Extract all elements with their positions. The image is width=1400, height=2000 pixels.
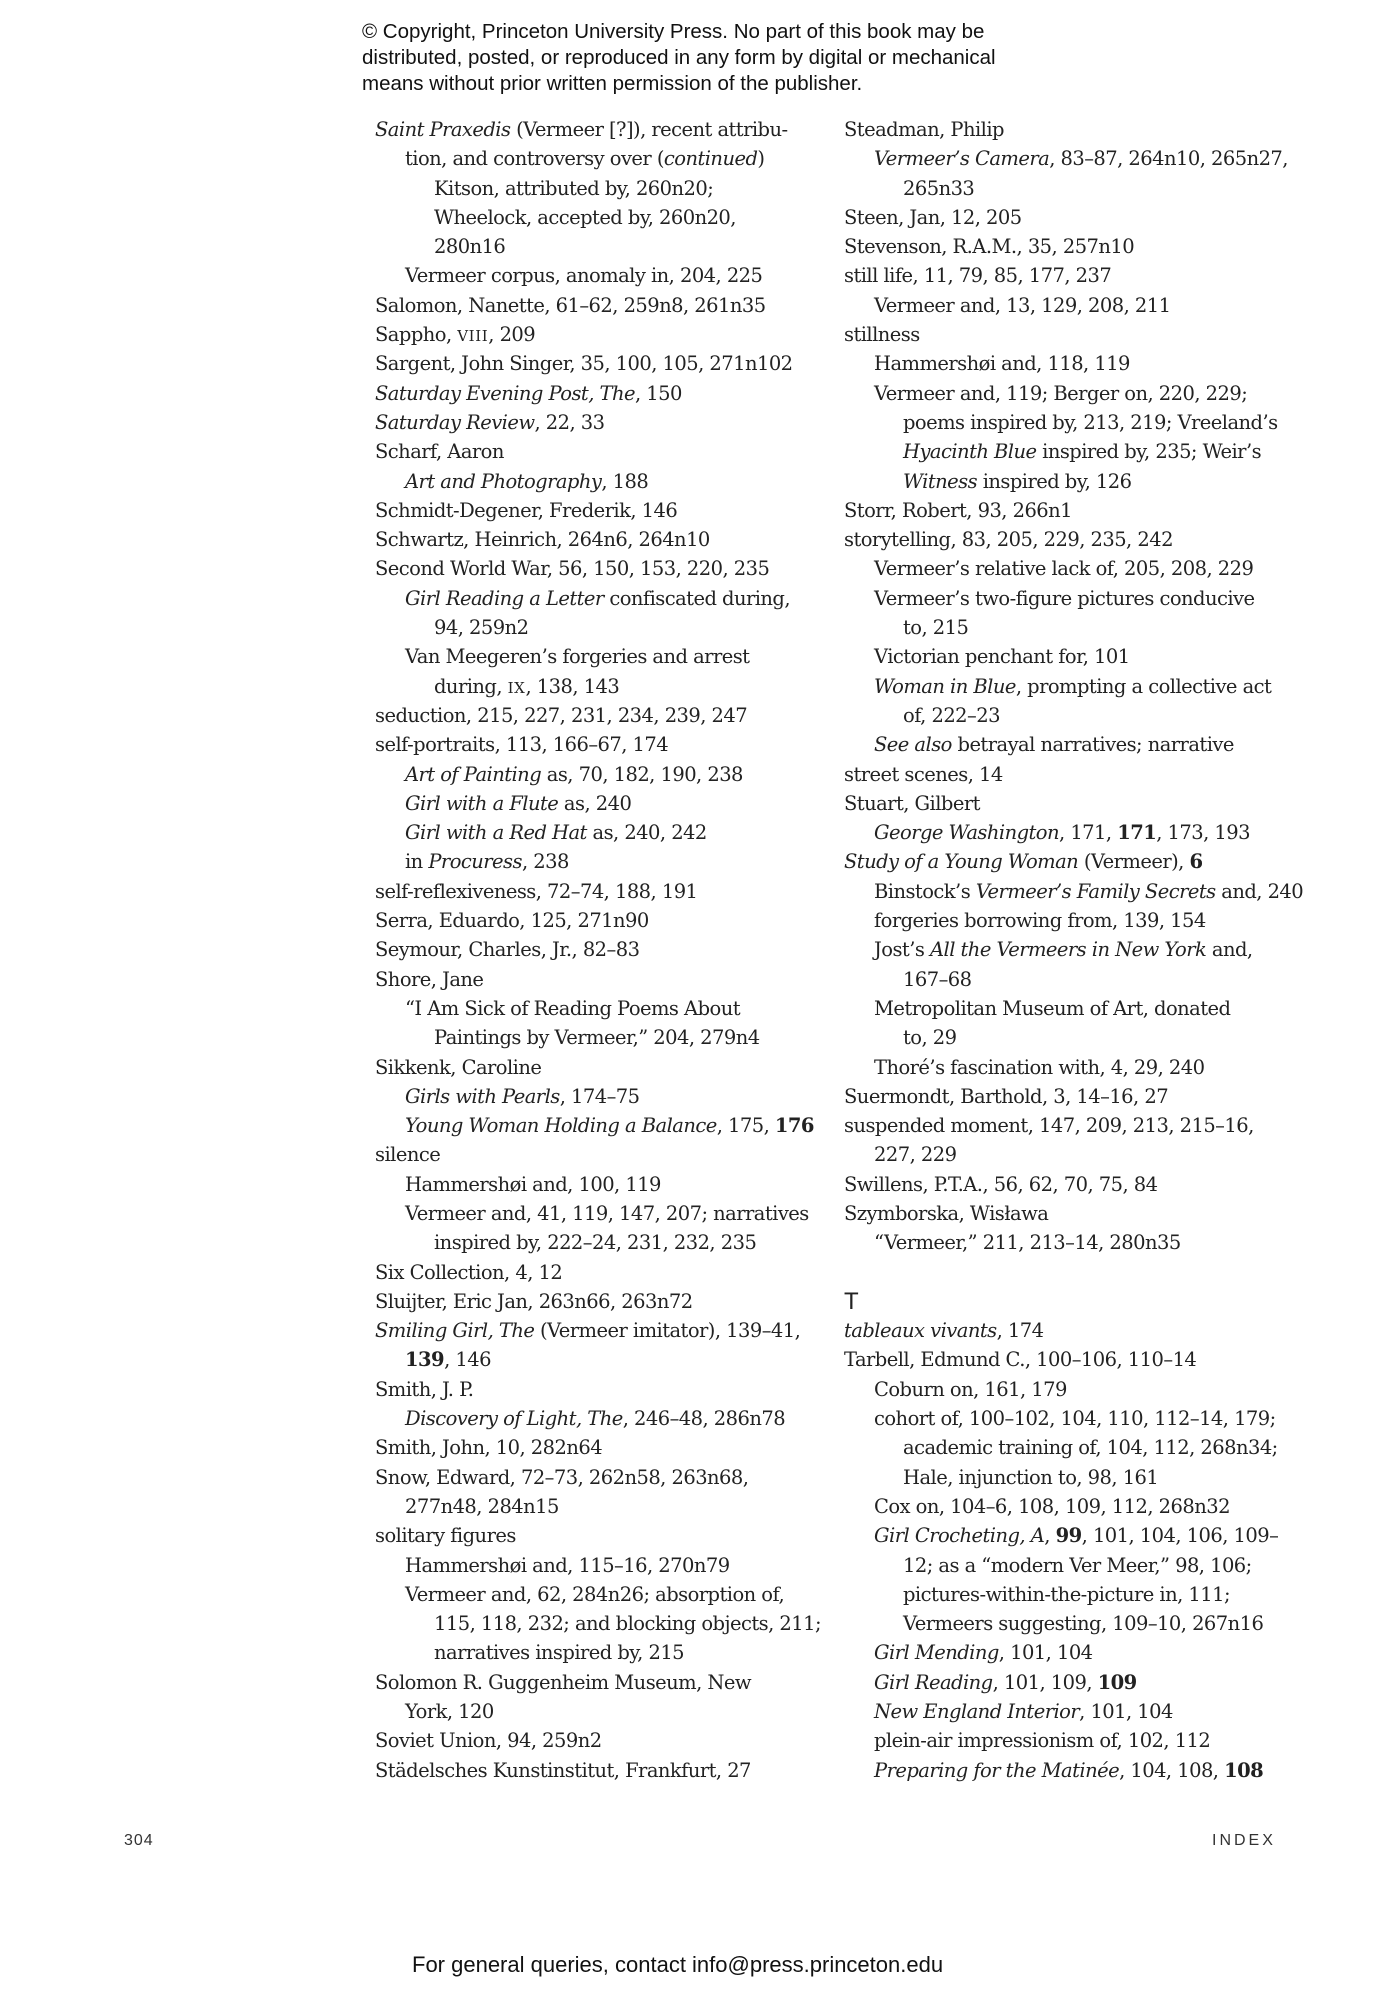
- index-entry: Six Collection, 4, 12: [375, 1260, 563, 1284]
- index-subentry: Hammershøi and, 115–16, 270n79: [405, 1553, 730, 1577]
- index-subentry: Girl Reading a Letter confiscated during,: [405, 586, 791, 610]
- index-entry: tableaux vivants, 174: [844, 1319, 1044, 1343]
- index-subentry: Kitson, attributed by, 260n20;: [434, 176, 714, 200]
- index-subentry: Art and Photography, 188: [405, 469, 649, 493]
- index-subentry: of, 222–23: [903, 703, 1000, 727]
- index-entry: Sargent, John Singer, 35, 100, 105, 271n102: [375, 352, 793, 376]
- index-subentry: Girls with Pearls, 174–75: [405, 1084, 640, 1108]
- index-entry: Seymour, Charles, Jr., 82–83: [375, 938, 640, 962]
- index-subentry: Metropolitan Museum of Art, donated: [874, 996, 1231, 1020]
- index-subentry: 139, 146: [405, 1348, 491, 1372]
- index-entry: silence: [375, 1143, 441, 1167]
- index-entry: Serra, Eduardo, 125, 271n90: [375, 909, 649, 933]
- index-subentry: Vermeer’s Camera, 83–87, 264n10, 265n27,: [874, 147, 1288, 171]
- index-entry: solitary figures: [375, 1524, 516, 1548]
- index-subentry: Girl with a Flute as, 240: [405, 791, 632, 815]
- index-entry: Schwartz, Heinrich, 264n6, 264n10: [375, 528, 710, 552]
- index-entry: Sappho, VIII, 209: [375, 323, 536, 347]
- index-entry: Saturday Evening Post, The, 150: [375, 381, 682, 405]
- index-entry: Scharf, Aaron: [375, 440, 504, 464]
- index-subentry: in Procuress, 238: [405, 850, 569, 874]
- index-entry: Stuart, Gilbert: [844, 791, 980, 815]
- index-subentry: Art of Painting as, 70, 182, 190, 238: [405, 762, 743, 786]
- index-subentry: Paintings by Vermeer,” 204, 279n4: [434, 1026, 760, 1050]
- index-entry: Stevenson, R.A.M., 35, 257n10: [844, 235, 1135, 259]
- index-subentry: Coburn on, 161, 179: [874, 1377, 1067, 1401]
- index-entry: storytelling, 83, 205, 229, 235, 242: [844, 528, 1173, 552]
- index-subentry: Van Meegeren’s forgeries and arrest: [405, 645, 750, 669]
- index-subentry: inspired by, 222–24, 231, 232, 235: [434, 1231, 757, 1255]
- index-entry: self-reflexiveness, 72–74, 188, 191: [375, 879, 698, 903]
- index-entry: Shore, Jane: [375, 967, 484, 991]
- index-entry: Sikkenk, Caroline: [375, 1055, 542, 1079]
- index-subentry: forgeries borrowing from, 139, 154: [874, 909, 1206, 933]
- index-entry: seduction, 215, 227, 231, 234, 239, 247: [375, 703, 748, 727]
- index-subentry: Vermeer corpus, anomaly in, 204, 225: [405, 264, 763, 288]
- index-subentry: Wheelock, accepted by, 260n20,: [434, 205, 736, 229]
- index-subentry: Vermeer’s relative lack of, 205, 208, 229: [874, 557, 1254, 581]
- index-subentry: 280n16: [434, 235, 506, 259]
- index-subentry: Victorian penchant for, 101: [874, 645, 1130, 669]
- copyright-line-1: © Copyright, Princeton University Press. No part of this book may be: [362, 20, 985, 43]
- index-subentry: Binstock’s Vermeer’s Family Secrets and, 240: [874, 879, 1304, 903]
- index-entry: Smiling Girl, The (Vermeer imitator), 139–41,: [375, 1319, 801, 1343]
- index-entry: Saturday Review, 22, 33: [375, 410, 605, 434]
- index-subentry: Young Woman Holding a Balance, 175, 176: [405, 1114, 814, 1138]
- index-subentry: “Vermeer,” 211, 213–14, 280n35: [874, 1231, 1181, 1255]
- index-entry: Szymborska, Wisława: [844, 1201, 1049, 1225]
- index-entry: suspended moment, 147, 209, 213, 215–16,: [844, 1114, 1254, 1138]
- index-subentry: Girl Mending, 101, 104: [874, 1641, 1093, 1665]
- index-entry: Smith, John, 10, 282n64: [375, 1436, 603, 1460]
- index-subentry: Preparing for the Matinée, 104, 108, 108: [874, 1758, 1264, 1782]
- running-head: INDEX: [1212, 1832, 1276, 1849]
- index-subentry: See also betrayal narratives; narrative: [874, 733, 1234, 757]
- index-subentry: Cox on, 104–6, 108, 109, 112, 268n32: [874, 1494, 1230, 1518]
- index-subentry: Vermeer and, 119; Berger on, 220, 229;: [874, 381, 1248, 405]
- index-entry: Steadman, Philip: [844, 118, 1004, 141]
- index-subentry: plein-air impressionism of, 102, 112: [874, 1729, 1211, 1753]
- index-entry: Soviet Union, 94, 259n2: [375, 1729, 602, 1753]
- index-subentry: York, 120: [405, 1700, 494, 1724]
- index-column-right: [844, 115, 1304, 1785]
- index-subentry: 265n33: [903, 176, 975, 200]
- index-entry: self-portraits, 113, 166–67, 174: [375, 733, 669, 757]
- index-subentry: Jost’s All the Vermeers in New York and,: [874, 938, 1253, 962]
- index-entry: Städelsches Kunstinstitut, Frankfurt, 27: [375, 1758, 751, 1782]
- index-subentry: Vermeer and, 41, 119, 147, 207; narratives: [405, 1201, 809, 1225]
- index-entry: Solomon R. Guggenheim Museum, New: [375, 1670, 752, 1694]
- contact-line: For general queries, contact info@press.princeton.edu: [412, 1952, 944, 1977]
- page-number: 304: [124, 1832, 154, 1849]
- index-entry: Schmidt-Degener, Frederik, 146: [375, 498, 678, 522]
- section-gap: [844, 1258, 1284, 1287]
- copyright-line-3: means without prior written permission of the publisher.: [362, 72, 863, 95]
- index-subentry: Vermeer and, 62, 284n26; absorption of,: [405, 1582, 785, 1606]
- index-subentry: pictures-within-the-picture in, 111;: [903, 1582, 1231, 1606]
- index-subentry: academic training of, 104, 112, 268n34;: [903, 1436, 1278, 1460]
- index-subentry: Discovery of Light, The, 246–48, 286n78: [405, 1407, 786, 1431]
- index-entry: Storr, Robert, 93, 266n1: [844, 498, 1073, 522]
- index-subentry: Girl Crocheting, A, 99, 101, 104, 106, 109–: [874, 1524, 1279, 1548]
- index-subentry: Hammershøi and, 118, 119: [874, 352, 1130, 376]
- index-entry: Sluijter, Eric Jan, 263n66, 263n72: [375, 1289, 693, 1313]
- index-subentry: George Washington, 171, 171, 173, 193: [874, 821, 1250, 845]
- index-subentry: Witness inspired by, 126: [903, 469, 1132, 493]
- index-entry: Study of a Young Woman (Vermeer), 6: [844, 850, 1203, 874]
- index-entry: street scenes, 14: [844, 762, 1003, 786]
- index-entry: Smith, J. P.: [375, 1377, 474, 1401]
- index-entry: Second World War, 56, 150, 153, 220, 235: [375, 557, 770, 581]
- index-subentry: Thoré’s fascination with, 4, 29, 240: [874, 1055, 1205, 1079]
- index-entry: Swillens, P.T.A., 56, 62, 70, 75, 84: [844, 1172, 1158, 1196]
- index-subentry: 94, 259n2: [434, 616, 529, 640]
- index-subentry: New England Interior, 101, 104: [874, 1700, 1173, 1724]
- index-subentry: to, 29: [903, 1026, 957, 1050]
- index-subentry: Girl with a Red Hat as, 240, 242: [405, 821, 707, 845]
- index-subentry: Vermeers suggesting, 109–10, 267n16: [903, 1612, 1264, 1636]
- index-subentry: Hyacinth Blue inspired by, 235; Weir’s: [903, 440, 1262, 464]
- index-subentry: Vermeer’s two-figure pictures conducive: [874, 586, 1255, 610]
- index-entry: Saint Praxedis (Vermeer [?]), recent attribu-: [375, 118, 788, 141]
- copyright-notice: [362, 19, 1082, 97]
- index-entry: Steen, Jan, 12, 205: [844, 205, 1022, 229]
- index-subentry: 12; as a “modern Ver Meer,” 98, 106;: [903, 1553, 1252, 1577]
- index-entry: Salomon, Nanette, 61–62, 259n8, 261n35: [375, 293, 766, 317]
- index-subentry: 277n48, 284n15: [405, 1494, 559, 1518]
- index-subentry: Vermeer and, 13, 129, 208, 211: [874, 293, 1171, 317]
- index-subentry: narratives inspired by, 215: [434, 1641, 685, 1665]
- index-subentry: tion, and controversy over (continued): [405, 147, 765, 171]
- index-column-left: [375, 115, 821, 1785]
- index-subentry: poems inspired by, 213, 219; Vreeland’s: [903, 410, 1278, 434]
- index-subentry: during, IX, 138, 143: [434, 674, 620, 698]
- index-subentry: “I Am Sick of Reading Poems About: [405, 996, 740, 1020]
- index-entry: Snow, Edward, 72–73, 262n58, 263n68,: [375, 1465, 749, 1489]
- index-subentry: 115, 118, 232; and blocking objects, 211;: [434, 1612, 821, 1636]
- index-subentry: 227, 229: [874, 1143, 957, 1167]
- index-entry: Tarbell, Edmund C., 100–106, 110–14: [844, 1348, 1197, 1372]
- index-subentry: Woman in Blue, prompting a collective act: [874, 674, 1272, 698]
- index-subentry: Hammershøi and, 100, 119: [405, 1172, 661, 1196]
- index-subentry: 167–68: [903, 967, 972, 991]
- index-subentry: Hale, injunction to, 98, 161: [903, 1465, 1159, 1489]
- copyright-line-2: distributed, posted, or reproduced in any form by digital or mechanical: [362, 46, 996, 69]
- index-entry: Suermondt, Barthold, 3, 14–16, 27: [844, 1084, 1169, 1108]
- index-entry: still life, 11, 79, 85, 177, 237: [844, 264, 1112, 288]
- index-subentry: cohort of, 100–102, 104, 110, 112–14, 179;: [874, 1407, 1276, 1431]
- index-subentry: Girl Reading, 101, 109, 109: [874, 1670, 1137, 1694]
- index-subentry: to, 215: [903, 616, 969, 640]
- section-letter: T: [844, 1287, 859, 1315]
- index-entry: stillness: [844, 323, 920, 347]
